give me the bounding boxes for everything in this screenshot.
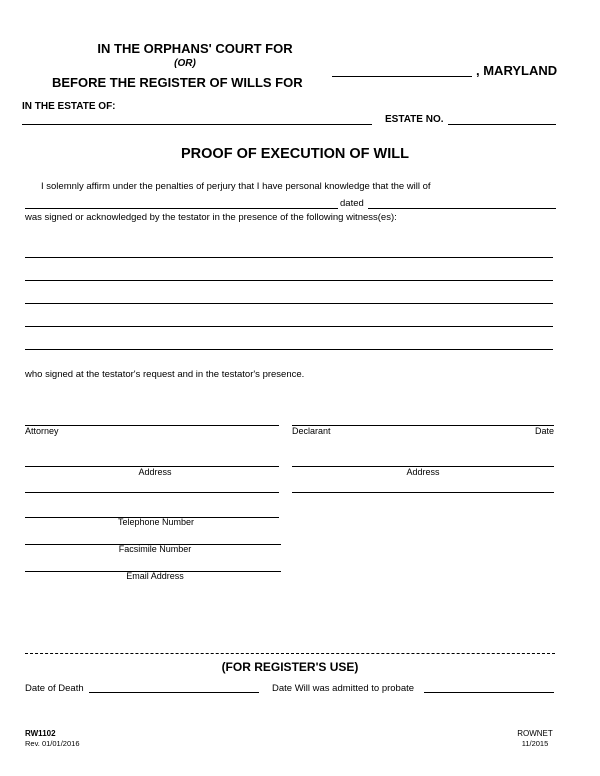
attorney-signature-line[interactable] <box>25 425 279 426</box>
email-label: Email Address <box>126 571 184 581</box>
witness-line[interactable] <box>25 349 553 350</box>
telephone-label: Telephone Number <box>117 517 195 527</box>
affirmation-text: I solemnly affirm under the penalties of perjury that I have personal knowledge that the will of <box>41 181 431 192</box>
estate-no-label: ESTATE NO. <box>385 114 444 125</box>
estate-no-line[interactable] <box>448 124 556 125</box>
witness-line[interactable] <box>25 326 553 327</box>
form-number: RW1102 <box>25 729 56 738</box>
will-date-line[interactable] <box>368 208 556 209</box>
testator-name-line[interactable] <box>25 208 338 209</box>
declarant-address-line-2[interactable] <box>292 492 554 493</box>
witness-line[interactable] <box>25 303 553 304</box>
form-title: PROOF OF EXECUTION OF WILL <box>181 146 409 162</box>
date-of-death-label: Date of Death <box>25 683 84 694</box>
declarant-label: Declarant <box>292 426 331 436</box>
date-of-death-line[interactable] <box>89 692 259 693</box>
request-text: who signed at the testator's request and in the testator's presence. <box>25 369 305 380</box>
state-label: , MARYLAND <box>476 63 558 78</box>
attorney-address-label: Address <box>138 467 172 477</box>
court-heading: IN THE ORPHANS' COURT FOR <box>97 41 293 56</box>
dated-label: dated <box>340 198 364 209</box>
register-heading: BEFORE THE REGISTER OF WILLS FOR <box>52 75 303 90</box>
date-admitted-line[interactable] <box>424 692 554 693</box>
estate-of-label: IN THE ESTATE OF: <box>22 101 116 112</box>
witness-line[interactable] <box>25 280 553 281</box>
signed-text: was signed or acknowledged by the testator in the presence of the following witness(es): <box>25 212 397 223</box>
county-name-line[interactable] <box>332 76 472 77</box>
date-label: Date <box>535 426 555 436</box>
or-separator: (OR) <box>174 58 196 69</box>
attorney-label: Attorney <box>25 426 59 436</box>
attorney-address-line-2[interactable] <box>25 492 279 493</box>
declarant-signature-line[interactable] <box>292 425 554 426</box>
witness-line[interactable] <box>25 257 553 258</box>
vendor-name: ROWNET <box>517 729 553 738</box>
facsimile-label: Facsimile Number <box>118 544 192 554</box>
dashed-divider <box>25 653 555 654</box>
registers-use-heading: (FOR REGISTER'S USE) <box>221 660 359 674</box>
estate-name-line[interactable] <box>22 124 372 125</box>
revision-date: Rev. 01/01/2016 <box>25 739 80 748</box>
date-admitted-label: Date Will was admitted to probate <box>272 683 415 694</box>
declarant-address-label: Address <box>406 467 440 477</box>
vendor-date: 11/2015 <box>521 739 549 748</box>
